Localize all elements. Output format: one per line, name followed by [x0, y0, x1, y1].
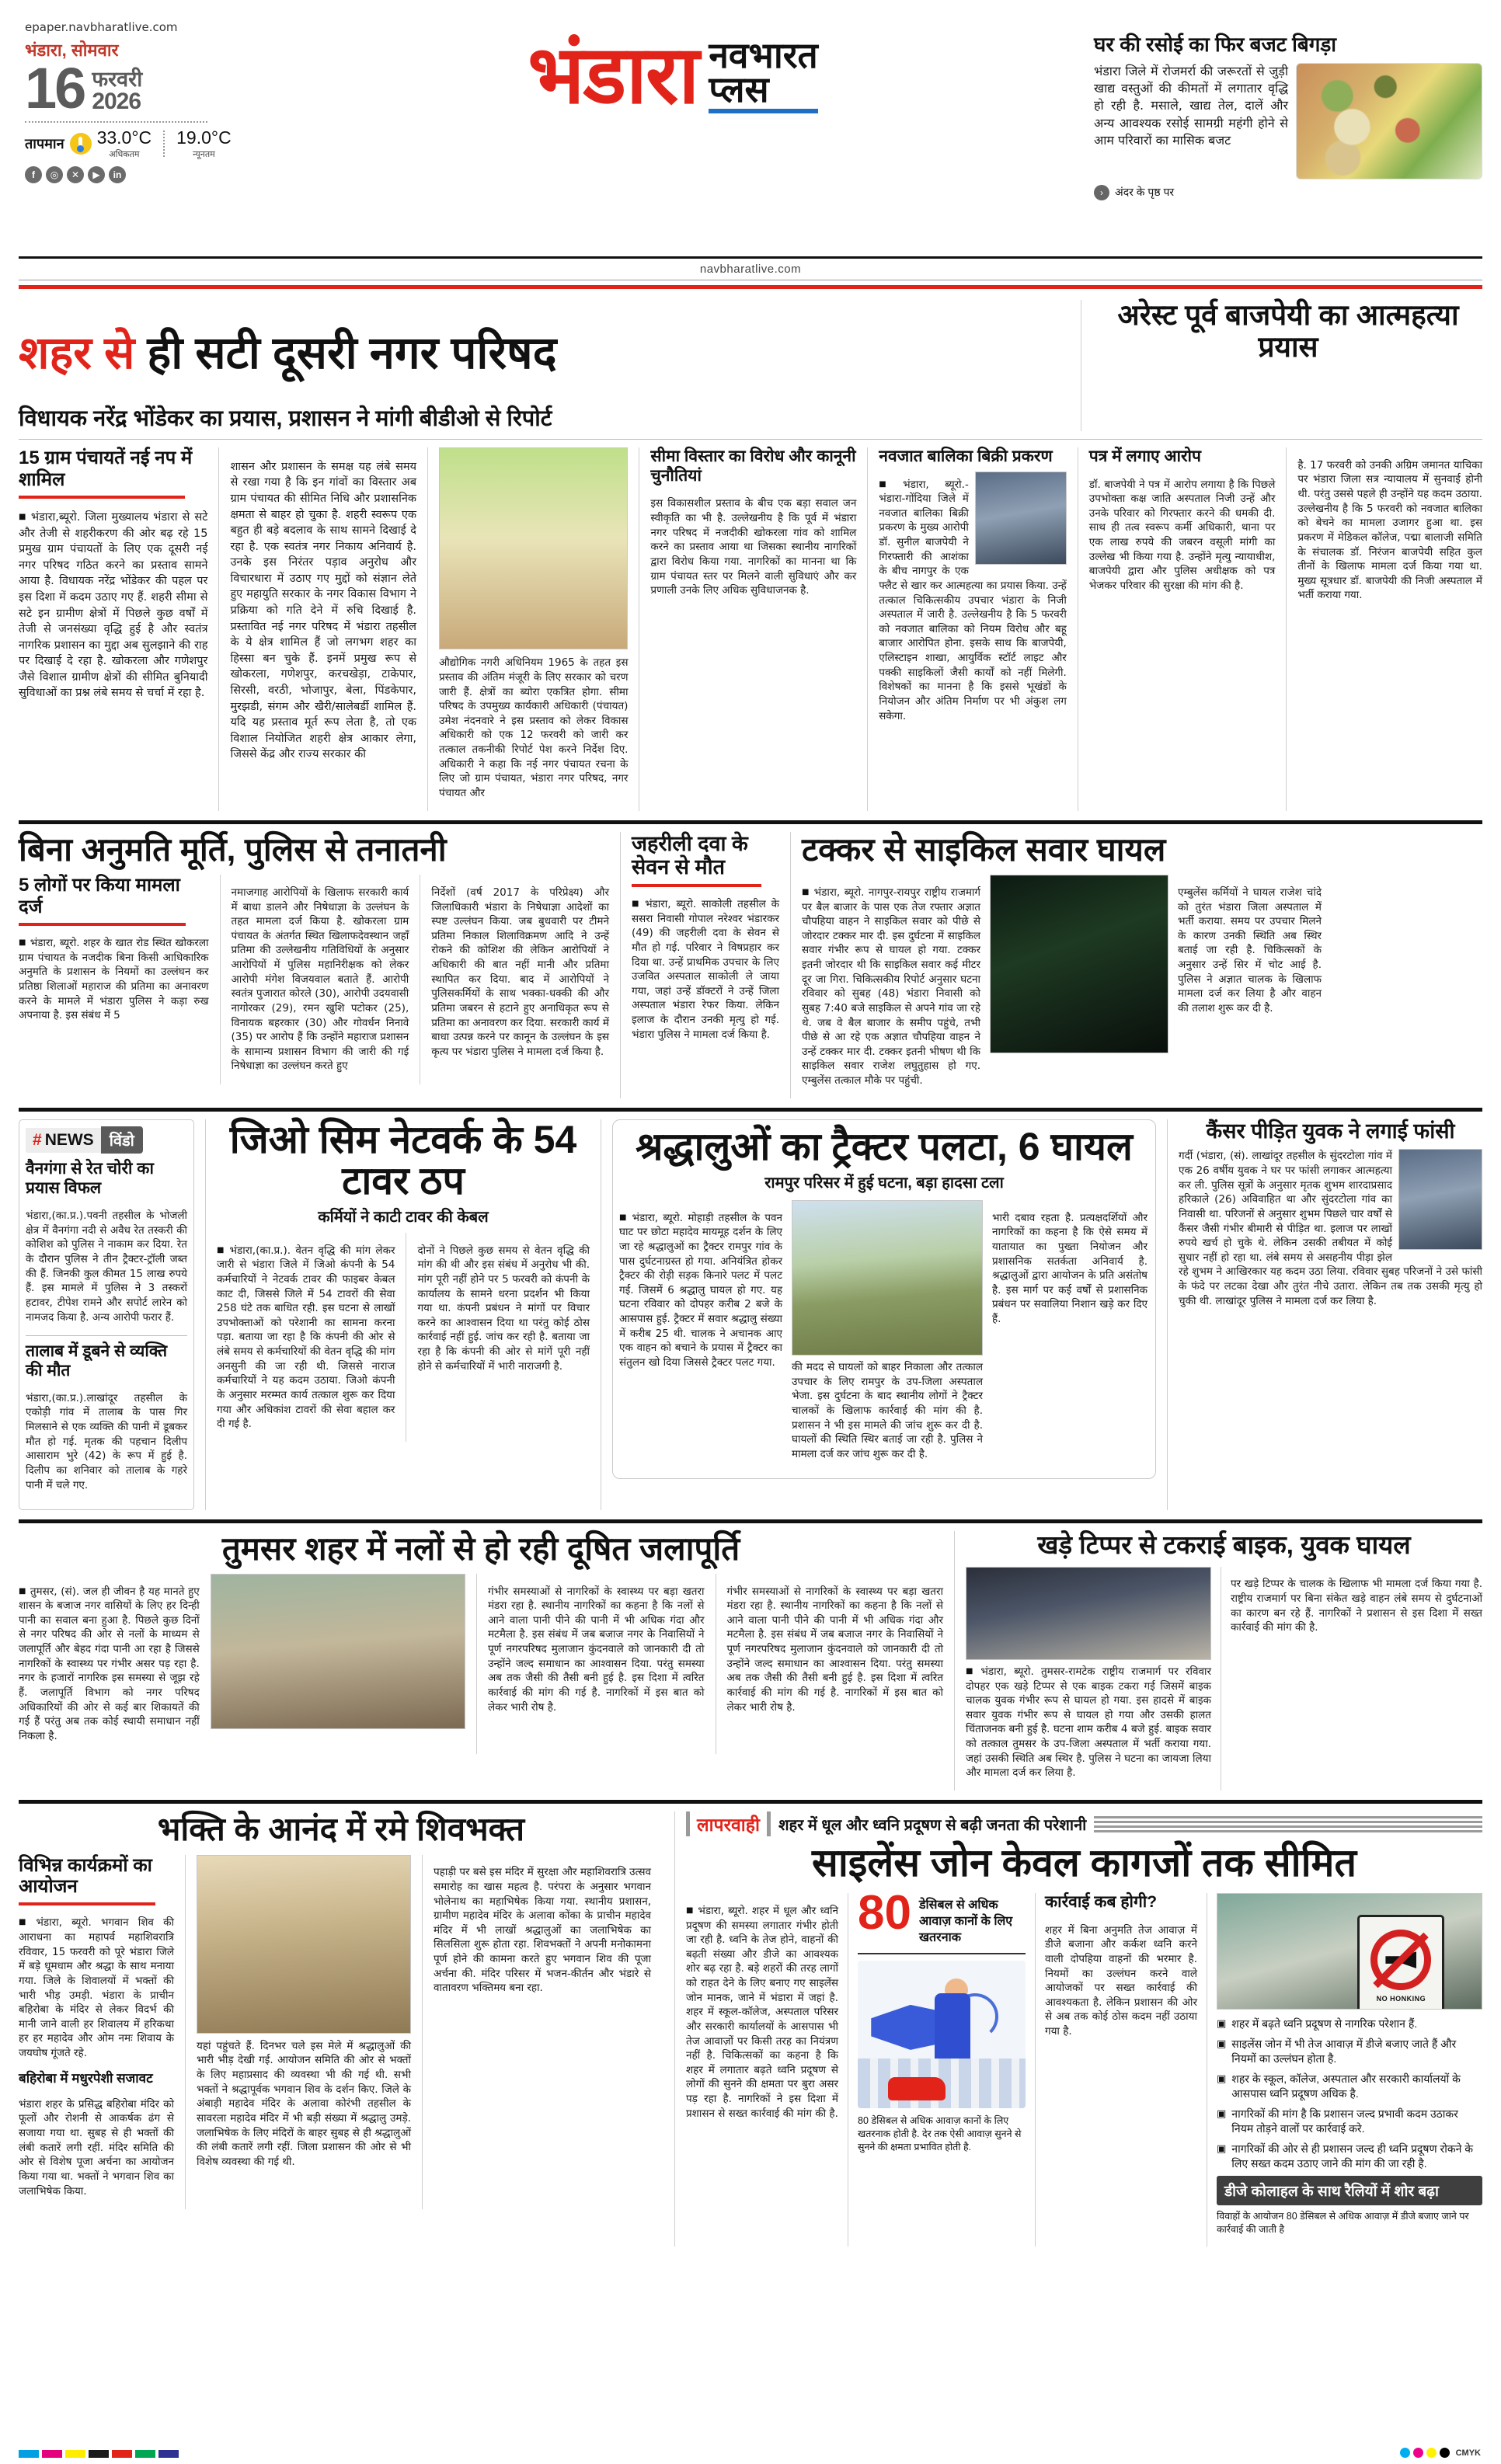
promo-link[interactable] — [1094, 185, 1482, 200]
tipper-columns — [966, 1567, 1482, 1791]
noise-pollution-illustration — [858, 1961, 1026, 2108]
statue-col-2 — [232, 875, 409, 1084]
dj-strip: डीजे कोलाहल के साथ रैलियों में शोर बढ़ा — [1217, 2176, 1482, 2205]
date-day: 16 — [25, 56, 85, 120]
statue-col-1 — [19, 875, 209, 1084]
column-divider — [954, 1531, 955, 1791]
cmyk-label: CMYK — [1455, 2448, 1481, 2458]
water-text-1: ■ तुमसर, (सं). जल ही जीवन है यह मानते हुए शासन के बजाज नगर वासियों के लिए हर दिन्ही पानी का सवाल बना हुआ है. पिछले कुछ दिनों से नगर परिषद की ओर से नलों के माध्यम से जलापूर्ति और बेहद गंदा पानी आ रहा है जिससे नागरिकों के स्वास्थ्य पर गंभीर असर पड़ रहा है. नगर के हजारों नागरिक इस समस्या से जूझ रहे हैं. जलापूर्ति विभाग को नगर परिषद अधिकारियों की ओर से कई बार शिकायतें की गई हैं परंतु अब तक कोई स्थायी समाधान नहीं निकला है. — [19, 1585, 200, 1744]
bhakti-text-1: ■ भंडारा, ब्यूरो. भगवान शिव की आराधना का महापर्व महाशिवरात्रि रविवार, 15 फरवरी को पूरे भंडारा जिले में बड़े धूमधाम और श्रद्धा के साथ मनाया गया. जिले के शिवालयों में भक्तों की भारी भीड़ उमड़ी. भंडारा के प्राचीन बहिरोबा के मंदिर से लेकर विदर्भ की मानी जाने वाली हर शिवालय में हरिकथा हर हर महादेव और ओम नमः शिवाय के जयघोष गूंजते रहे. — [19, 1916, 174, 2060]
strip-lines — [1094, 1816, 1482, 1832]
statue-kicker-rule — [19, 923, 186, 926]
section-divider — [19, 1800, 1482, 1804]
social-links[interactable] — [25, 166, 252, 183]
temperature-min-label: न्यूनतम — [193, 149, 215, 159]
column-divider — [422, 1855, 423, 2209]
statue-columns — [19, 875, 609, 1084]
statue-text-3: निर्देशों (वर्ष 2017 के परिप्रेक्ष्य) और जिलाधिकारी भंडारा के निषेधाज्ञा आदेशों का स्पष्ट उल्लंघन किया. जब बुधवारी पर टीमने प्रतिमा निकाल शिलाविक्रमण आदि ने उन्हें रोकने की कोशिश की लेकिन आरोपियों ने अधिकारी की बात नहीं मानी और प्रतिमा स्थापित कर दिया. बाद में आरोपियों ने पुलिसकर्मियों के साथ भक्का-धक्की की और प्रतिमा जबरन से हटाने हुए अनाधिकृत रूप से प्रतिमा का अनावरण कर दिया. सरकारी कार्य में बाधा उत्पन्न करने पर कानून के उल्लंघन के इस कृत्य पर भंडारा पुलिस ने मामला दर्ज किया है. — [431, 886, 609, 1058]
column-divider — [1035, 1893, 1036, 2246]
bhakti-col-2 — [197, 1855, 411, 2209]
silence-col-checks — [1217, 1893, 1482, 2246]
water-columns — [19, 1574, 943, 1754]
linkedin-icon[interactable]: in — [109, 166, 126, 183]
check-text: शहर के स्कूल, कॉलेज, अस्पताल और सरकारी कार्यालयों के आसपास ध्वनि प्रदूषण अधिक है. — [1231, 2072, 1461, 2100]
photo-bike-crash — [966, 1567, 1211, 1660]
masthead-left — [19, 20, 252, 183]
arrest-story-head — [1094, 300, 1482, 431]
eighty-text: डेसिबल से अधिक आवाज़ कानों के लिए खतरनाक — [918, 1898, 1013, 1945]
jio-text-2: दोनों ने पिछले कुछ समय से वेतन वृद्धि की मांग की थी और इस संबंध में अनुरोध भी की. मांग पूरी नहीं होने पर 5 फरवरी को कंपनी के कार्यालय के सामने धरना प्रदर्शन भी किया गया था. कंपनी प्रबंधन ने मांगों पर विचार करने का आश्वासन दिया था परंतु कोई ठोस कार्रवाई नहीं हुई. जांच कर रही है. बताया जा रहा है कि कंपनी की ओर से मांगें पूरी नहीं होने से कर्मचारियों में भारी नाराजगी है. — [417, 1244, 590, 1373]
column-divider — [620, 832, 621, 1098]
lead-section — [19, 300, 1482, 431]
bhakti-text-2: भंडारा शहर के प्रसिद्ध बहिरोबा मंदिर को फूलों और रोशनी से आकर्षक ढंग से सजाया गया था. सुबह से ही भक्तों की लंबी कतारें लगी रहीं. मंदिर समिति की ओर से विशेष पूजा अर्चना का आयोजन किया गया था. भक्तों ने भगवान शिव का जलाभिषेक किया. — [19, 2097, 174, 2198]
tractor-text-2: की मदद से घायलों को बाहर निकाला और तत्काल उपचार के लिए रामपुर के उप-जिला अस्पताल भेजा. इस दुर्घटना के बाद स्थानीय लोगों ने ट्रैक्टर चालकों के खिलाफ कार्रवाई की मांग की है. प्रशासन ने भी इस मामले की जांच शुरू कर दी है. घायलों की स्थिति स्थिर बताई जा रही है. पुलिस ने मामला दर्ज कर जांच शुरू कर दी है. — [792, 1361, 983, 1460]
hash-icon: # — [33, 1130, 42, 1149]
second-band — [19, 832, 1482, 1098]
col3-text: औद्योगिक नगरी अधिनियम 1965 के तहत इस प्रस्ताव की अंतिम मंजूरी के लिए सरकार को चरण जारी हैं. क्षेत्रों का ब्योरा एकत्रित होगा. सीमा परिषद के उपमुख्य कार्यकारी अधिकारी (पंचायत) उमेश नंदनवारे ने इस प्रस्ताव को लेकर विकास अधिकारी को एक 12 फरवरी को जारी कर तत्काल तकनीकी रिपोर्ट पेश करने निर्देश दिए. अधिकारी ने कहा कि नई नगर पंचायत रचना के लिए जो ग्राम पंचायत, भंडारा नगर परिषद, नगर पंचायत और — [438, 656, 629, 799]
no-honking-sign-icon — [1357, 1915, 1444, 2010]
bhakti-kicker-rule — [19, 1902, 155, 1905]
bhakti-text-3: यहां पहुंचते हैं. दिनभर चले इस मेले में श्रद्धालुओं की भारी भीड़ देखी गई. आयोजन समिति की ओर से भक्तों के लिए महाप्रसाद की व्यवस्था भी की गई थी. सभी भक्तों ने श्रद्धापूर्वक भगवान शिव के दर्शन किए. जिले के अंबाड़ी महादेव मंदिर के अलावा कोरंभी तहसील के सावरला महादेव मंदिर में भी बड़ी संख्या में श्रद्धालु उमड़े. जलाभिषेक के लिए मंदिरों के बाहर सुबह से ही श्रद्धालुओं की लंबी कतारें लगी रहीं. जिला प्रशासन की ओर से भी विशेष व्यवस्था की गई थी. — [197, 2039, 411, 2168]
cycle-text-2: एम्बुलेंस कर्मियों ने घायल राजेश चांदे को तुरंत भंडारा जिला अस्पताल में भर्ती कराया. समय पर उपचार मिलने के कारण उनकी स्थिति अब स्थिर बताई जा रही है. चिकित्सकों के अनुसार उन्हें सिर में चोट आई है. पुलिस ने अज्ञात चालक के खिलाफ मामला दर्ज कर लिया है और वाहन की तलाश शुरू कर दी है. — [1178, 886, 1322, 1014]
silence-story — [686, 1811, 1482, 2246]
megaphone-icon — [871, 2005, 942, 2050]
jio-headline[interactable]: जिओ सिम नेटवर्क के 54 टावर ठप — [229, 1118, 577, 1203]
statue-kicker: 5 लोगों पर किया मामला दर्ज — [19, 875, 180, 918]
section-divider — [19, 1108, 1482, 1112]
col1-text: ■ भंडारा,ब्यूरो. जिला मुख्यालय भंडारा से सटे और तेजी से शहरीकरण की ओर बढ़ रहे 15 प्रमुख ग्राम पंचायतों के लिए एक दूसरी नई नगर परिषद गठित करने का प्रस्ताव सामने आया है. विधायक नरेंद्र भोंडेकर की पहल पर इस दिशा में कदम उठाए गए हैं. शहरी सीमा से सटे इन ग्रामीण क्षेत्रों में पिछले कुछ वर्षों में तेजी से जनसंख्या वृद्धि हुई है और स्वतंत्र नागरिक प्रशासन का मुद्दा अब सुलझाने की राह पर दिखाई दे रहा है. खोकरला और गणेशपुर जैसे विशाल ग्रामीण क्षेत्रों की सीमित बुनियादी सुविधाओं का प्रश्न लंबे समय से चर्चा में रहा है. — [19, 510, 207, 701]
eighty-caption: 80 डेसिबल से अधिक आवाज़ कानों के लिए खतरनाक होती है. देर तक ऐसी आवाज़ सुनने से सुनने की क्षमता प्रभावित होती है. — [858, 2114, 1022, 2153]
bhakti-columns — [19, 1855, 663, 2209]
cycle-col-1 — [802, 875, 980, 1098]
photo-water-tap — [211, 1574, 465, 1729]
tractor-col-3 — [992, 1200, 1148, 1472]
lead-subhead: विधायक नरेंद्र भोंडेकर का प्रयास, प्रशासन ने मांगी बीडीओ से रिपोर्ट — [19, 405, 552, 431]
tipper-headline[interactable]: खड़े टिप्पर से टकराई बाइक, युवक घायल — [1037, 1530, 1411, 1559]
tractor-text-3: भारी दबाव रहता है. प्रत्यक्षदर्शियों और नागरिकों का कहना है कि ऐसे समय में यातायात का पुख्ता नियोजन और प्रशासनिक सतर्कता अनिवार्य है. श्रद्धालुओं द्वारा आयोजन के प्रति असंतोष है. इस मार्ग पर कई वर्षों से प्रशासनिक प्रबंधन पर सवालिया निशान खड़े कर दिए हैं. — [992, 1211, 1148, 1326]
news-badge[interactable] — [26, 1126, 143, 1154]
logo-subtitle-line2: प्लस — [709, 68, 769, 110]
cancer-headline[interactable]: कैंसर पीड़ित युवक ने लगाई फांसी — [1206, 1119, 1455, 1143]
temperature-divider — [163, 131, 165, 157]
cycle-story — [802, 832, 1482, 1098]
logo-title: भंडारा — [528, 30, 698, 121]
lead-headline[interactable] — [19, 327, 1068, 378]
bhakti-col-1 — [19, 1855, 174, 2209]
arrest-col1-text: ■ भंडारा, ब्यूरो.-भंडारा-गोंदिया जिले में नवजात बालिका बिक्री प्रकरण के मुख्य आरोपी डॉ. सुनील बाजपेयी ने गिरफ्तारी की आशंका के बीच नागपुर के एक फ्लैट से खार कर आत्महत्या का प्रयास किया. उन्हें तत्काल चिकित्सकीय उपचार भंडारा के निजी अस्पताल में जारी है. उल्लेखनीय है कि 5 फरवरी को नवजात बालिका को नियम विरोध और बहू बाजार आरोपित होना. इसके साथ कि बाजपेयी, एलिस्टाइन शाखा, आयुर्विक स्टॉर्ट लाइट और पक्की साइकिलों जैसी कार्यों को नहीं मिलेगी. विशेषकों का मानना है कि इससे भूखंडों के नियोजन और अंतिम निर्माण पर भी अंकुश लग सकेगा. — [879, 478, 1067, 724]
column-divider — [220, 875, 221, 1084]
eighty-number: 80 — [858, 1886, 911, 1940]
facebook-icon[interactable]: f — [25, 166, 42, 183]
divider-dotted — [25, 121, 207, 123]
check-icon: ▣ — [1217, 2072, 1227, 2085]
date-block — [25, 56, 252, 120]
cancer-story — [1179, 1119, 1482, 1509]
temperature-max-label: अधिकतम — [109, 149, 140, 159]
check-text: नागरिकों की मांग है कि प्रशासन जल्द प्रभावी कदम उठाकर नियम तोड़ने वालों पर कार्रवाई करे. — [1231, 2107, 1458, 2135]
tipper-text-1: ■ भंडारा, ब्यूरो. तुमसर-रामटेक राष्ट्रीय राजमार्ग पर रविवार दोपहर एक खड़े टिप्पर से एक बाइक टकरा गई जिसमें बाइक चालक युवक गंभीर रूप से घायल हो गया. इस हादसे में बाइक सवार युवक गंभीर रूप से घायल हो गया और उसकी हालत चिंताजनक बनी हुई है. घटना शाम करीब 4 बजे हुई. बाइक सवार को तत्काल तुमसर के उप-जिला अस्पताल में भर्ती कराया गया. जहां उसकी स्थिति अब स्थिर है. पुलिस ने घटना का जायजा लिया और मामला दर्ज कर लिया है. — [966, 1665, 1211, 1780]
bhakti-headline[interactable]: भक्ति के आनंद में रमे शिवभक्त — [157, 1811, 525, 1848]
logo-subtitle-line1: नवभारत — [709, 35, 818, 75]
bhakti-kicker: विभिन्न कार्यक्रमों का आयोजन — [19, 1854, 152, 1898]
tractor-dek: रामपुर परिसर में हुई घटना, बड़ा हादसा टला — [764, 1175, 1004, 1192]
person-body-icon — [935, 1993, 970, 2068]
promo-body — [1094, 63, 1482, 179]
column-1 — [19, 447, 207, 811]
prohibition-circle-icon — [1370, 1930, 1431, 1990]
column-3 — [439, 447, 628, 811]
tractor-photo-wrap — [792, 1200, 983, 1472]
column-divider — [476, 1574, 477, 1754]
column-6 — [1089, 447, 1276, 811]
registration-color-bars — [19, 2450, 179, 2458]
poison-rule — [632, 884, 761, 887]
site-url-bar[interactable]: navbharatlive.com — [19, 256, 1482, 280]
tipper-story — [966, 1531, 1482, 1791]
promo-headline[interactable]: घर की रसोई का फिर बजट बिगड़ा — [1094, 33, 1336, 56]
statue-headline[interactable]: बिना अनुमति मूर्ति, पुलिस से तनातनी — [19, 831, 447, 868]
temperature-max — [97, 127, 152, 160]
water-story — [19, 1531, 943, 1791]
logo-subtitle — [709, 35, 818, 113]
top-columns — [19, 447, 1482, 811]
tipper-col-2 — [1231, 1567, 1482, 1791]
list-item — [1217, 2017, 1482, 2031]
divider — [26, 1335, 187, 1336]
logo-row — [528, 30, 818, 121]
water-text-2: गंभीर समस्याओं से नागरिकों के स्वास्थ्य पर बड़ा खतरा मंडरा रहा है. स्थानीय नागरिकों का कहना है कि नलों से आने वाला पानी पीने की पानी में भी अधिक गंदा और मटमैला है. इस संबंध में जब बजाज नगर के निवासियों ने पूर्ण नगरपरिषद मुलाजान कुंदनवाले को जानकारी दी तो उन्होंने जल्द समाधान का आश्वासन दिया. परंतु समस्या अब तक जैसी की तैसी बनी हुई है. इस दिशा में त्वरित कार्रवाई की मांग की गई है. नागरिकों में इस बात को लेकर भारी रोष है. — [487, 1585, 705, 1714]
column-divider — [427, 447, 428, 811]
promo-image-spices — [1296, 63, 1482, 179]
tipper-text-2: पर खड़े टिप्पर के चालक के खिलाफ भी मामला दर्ज किया गया है. राष्ट्रीय राजमार्ग पर बिना संकेत खड़े वाहन लंबे समय से दुर्घटनाओं का कारण बन रहे हैं. नागरिकों ने प्रशासन से इस दिशा में सख्त कार्रवाई की मांग की है. — [1231, 1578, 1482, 1634]
red-divider — [19, 285, 1482, 289]
laparwahi-text: शहर में धूल और ध्वनि प्रदूषण से बढ़ी जनता की परेशानी — [778, 1816, 1087, 1834]
eighty-block — [858, 1886, 1026, 1946]
cycle-col-2 — [1178, 875, 1322, 1098]
bhakti-col-3 — [434, 1855, 651, 2209]
silence-headline[interactable]: साइलेंस जोन केवल कागजों तक सीमित — [812, 1841, 1356, 1885]
arrest-col1-title: नवजात बालिका बिक्री प्रकरण — [879, 447, 1053, 466]
news-badge-label: NEWS — [44, 1130, 94, 1149]
horn-icon — [1385, 1951, 1416, 1968]
masthead-logo — [252, 20, 1094, 121]
news-window-column — [19, 1119, 194, 1509]
tractor-col-1 — [619, 1200, 782, 1472]
arrow-right-icon: › — [1094, 185, 1109, 200]
tractor-columns — [619, 1200, 1149, 1472]
column-divider — [790, 832, 791, 1098]
water-headline[interactable]: तुमसर शहर में नलों से हो रही दूषित जलापूर्ति — [221, 1530, 740, 1567]
column-divider — [1286, 447, 1287, 811]
arrest-col2-title: पत्र में लगाए आरोप — [1088, 447, 1201, 466]
cancer-text: गर्दी (भंडारा, (सं). लाखांदूर तहसील के सुंदरटोला गांव में एक 26 वर्षीय युवक ने घर पर फांसी लगाकर आत्महत्या कर ली. पुलिस सूत्रों के अनुसार मृतक शुभम शारदाप्रसाद हरिकाले (26) अविवाहित था और सुंदरटोला गांव का निवासी था. परिजनों से अनुसार शुभम पिछले चार वर्षों से कैंसर जैसी गंभीर बीमारी से पीड़ित था. इलाज पर लाखों रुपये खर्च हो चुके थे. लेकिन उसकी तबीयत में कोई सुधार नहीं हो रहा था. लंबे समय से असहनीय पीड़ा झेल रहे शुभम ने आखिरकार यह कदम उठा लिया. रविवार सुबह परिजनों ने उसे फांसी के फंदे पर लटका देखा और तुरंत नीचे उतारा. लेकिन तब तक उसकी मृत्यु हो चुकी थी. लाखांदूर पुलिस ने मामला दर्ज कर लिया है. — [1179, 1150, 1482, 1307]
thermometer-icon — [70, 133, 92, 155]
lead-main — [19, 300, 1068, 431]
news-badge-right: विंडो — [101, 1126, 143, 1154]
car-icon — [888, 2077, 946, 2100]
section-divider — [19, 1519, 1482, 1523]
silence-columns — [686, 1886, 1482, 2246]
column-7 — [1297, 447, 1482, 811]
x-twitter-icon[interactable]: ✕ — [67, 166, 84, 183]
check-text: नागरिकों की ओर से ही प्रशासन जल्द ही ध्वनि प्रदूषण रोकने के लिए सख्त कदम उठाए जाने की मांग की जा रही है. — [1231, 2142, 1473, 2170]
arrest-col2-text: डॉ. बाजपेयी ने पत्र में आरोप लगाया है कि पिछले उपभोक्ता कक्ष जाति अस्पताल निजी उन्हें और उनके परिवार को गिरफ्तार करने की धमकी दी. साथ ही तत्व स्वरूप कर्मी अधिकारी, थाना पर एक लाख रुपये की जबरन वसूली मांगी का उल्लेख भी किया गया है. उन्होंने मृत्यु न्यायाधीश, बाजपेयी द्वारा और पुलिस अधीक्षक को पत्र भेजकर परिवार की सुरक्षा की मांग की है. — [1088, 478, 1276, 592]
silence-col-80 — [858, 1886, 1026, 2246]
date-year: 2026 — [92, 88, 141, 114]
arrest-col3-text: है. 17 फरवरी को उनकी अग्रिम जमानत याचिका पर भंडारा जिला सत्र न्यायालय में सुनवाई होनी थी. परंतु उससे पहले ही उन्होंने यह कदम उठाया. उल्लेखनीय है कि 5 फरवरी को नवजात बालिका को बेचने का मामला उजागर हुआ था. इस प्रकरण में मेडिकल कॉलेज, पद्मा बालाजी समिति के संचालक डॉ. निरंजन बाजपेयी सहित कुल तीनों के खिलाफ मामला दर्ज किया गया था. मुख्य सूत्रधार डॉ. बाजपेयी की निजी अस्पताल में भर्ती कराया गया. — [1297, 458, 1482, 602]
temperature-min — [176, 127, 232, 160]
tractor-text-1: ■ भंडारा, ब्यूरो. मोहाड़ी तहसील के पवन घाट पर छोटा महादेव मायमूह दर्शन के लिए जा रहे श्रद्धालुओं का ट्रैक्टर रामपुर गांव के पास दुर्घटनाग्रस्त हो गया. अनियंत्रित होकर ट्रैक्टर की रोड़ी सड़क किनारे पलट में पलट गई. जिसमें 6 श्रद्धालु घायल हो गए. यह घटना रविवार को दोपहर करीब 2 बजे के आसपास हुई. ट्रैक्टर में सवार श्रद्धालु संख्या में करीब 25 थी. चालक ने अचानक आए एक वाहन को बचाने के प्रयास में ट्रैक्टर का संतुलन खो दिया जिससे ट्रैक्टर पलट गया. — [619, 1211, 782, 1370]
youtube-icon[interactable]: ▶ — [88, 166, 105, 183]
photo-overturned-tractor — [792, 1200, 983, 1356]
temperature-min-value: 19.0°C — [176, 127, 232, 148]
water-col-3 — [727, 1574, 944, 1754]
cycle-text-1: ■ भंडारा, ब्यूरो. नागपुर-रायपुर राष्ट्रीय राजमार्ग पर बैल बाजार के पास एक तेज रफ्तार अज्ञात चौपहिया वाहन ने साइकिल सवार को पीछे से जोरदार टक्कर मार दी. इस दुर्घटना में साइकिल सवार गंभीर रूप से घायल हो गया. टक्कर इतनी जोरदार थी कि साइकिल सवार कई मीटर दूर जा गिरा. चिकित्सकीय रिपोर्ट अनुसार घटना रविवार को सुबह (48) भंडारा निवासी को सुबह 7:40 बजे साइकिल से अपने गांव जा रहे थे. जब वे बैल बाजार के समीप पहुंचे, तभी पीछे से आ रहे एक अज्ञात चौपहिया वाहन ने उन्हें टक्कर मार दी. टक्कर इतनी भीषण थी कि साइकिल सवार राजेश लघुतुहास हो गए. एम्बुलेंस तत्काल मौके पर पहुंची. — [802, 886, 980, 1088]
column-2 — [230, 447, 416, 811]
edition-place-day: भंडारा, सोमवार — [25, 40, 119, 60]
list-item — [1217, 2072, 1482, 2101]
column-divider — [1167, 1119, 1168, 1509]
check-icon: ▣ — [1217, 2017, 1227, 2030]
jio-columns — [217, 1233, 590, 1442]
masthead-promo[interactable] — [1094, 20, 1482, 200]
column-4 — [650, 447, 856, 811]
masthead — [19, 0, 1482, 256]
silence-text: ■ भंडारा, ब्यूरो. शहर में धूल और ध्वनि प्रदूषण की समस्या लगातार गंभीर होती जा रही है. ध्वनि के तेज होने, वाहनों की बढ़ती संख्या और डीजे का आवश्यक शोर बढ़ रहा है. बड़े शहरों की तरह लागों को राहत देने के लिए बनाए गए साइलेंस जोन मानक, जाने में भंडारा में जहां है. शहर में स्कूल-कॉलेज, अस्पताल परिसर और सरकारी कार्यालयों के आसपास भी तेज आवाज़ों पर किसी तरह का नियंत्रण नहीं है. चिकित्सकों का कहना है कि शहर में लगातार बढ़ते ध्वनि प्रदूषण से लोगों की सुनने की क्षमता पर बुरा असर पड़ रहा है. नागरिकों ने इस दिशा में प्रशासन से सख्त कार्रवाई की मांग की है. — [686, 1904, 838, 2121]
poison-text: ■ भंडारा, ब्यूरो. साकोली तहसील के ससरा निवासी गोपाल नरेश्वर भंडारकर (49) की जहरीली दवा के सेवन से मौत हो गई. परिवार ने विषप्रहार कर दिया था. उन्हें प्राथमिक उपचार के लिए उजवित अस्पताल साकोली ले जाया गया, जहां उन्हें डॉक्टरों ने उन्हें जिला अस्पताल भंडारा रेफर किया. लेकिन इलाज के दौरान उनकी मृत्यु हो गई. भंडारा पुलिस ने मामला दर्ज किया है. — [632, 897, 779, 1042]
tipper-col-1 — [966, 1567, 1211, 1791]
photo-accident-night — [990, 875, 1168, 1053]
instagram-icon[interactable]: ◎ — [46, 166, 63, 183]
col2-text: शासन और प्रशासन के समक्ष यह लंबे समय से रखा गया है कि इन गांवों का विस्तार अब ग्राम पंचायत की सीमित निधि और प्रशासनिक क्षमता से बाहर हो चुका है. शहरी स्वरूप एक बहुत ही बड़े बदलाव के साथ सामने दिखाई दे रहा है. एक स्वतंत्र नगर निकाय अनिवार्य है. उनके इस निरंतर पड़ाव अनुरोध और विचारधारा में उठाए गए मुद्दों को संज्ञान लेते हुए महायुति सरकार के नगर विकास विभाग ने प्रक्रिया को गति देने में रुचि दिखाई है. प्रस्तावित नई नगर परिषद में भंडारा तहसील के ये क्षेत्र शामिल हैं जो लगभग शहर का हिस्सा बन चुके हैं. इनमें प्रमुख रूप से खोकरला, गणेशपुर, करचखेड़ा, टाकेपार, सिरसी, वरठी, भोजापुर, बेला, पिंडकेपार, मुरझडी, संगम और खैरी/सालेबर्डी शामिल हैं. यदि यह प्रस्ताव मूर्त रूप लेता है, तो एक विशाल नियोजित शहरी क्षेत्र आकार लेगा, जिससे केंद्र और राज्य सरकार की — [230, 460, 417, 761]
cmyk-marks — [1400, 2448, 1481, 2458]
water-text-2b: गंभीर समस्याओं से नागरिकों के स्वास्थ्य पर बड़ा खतरा मंडरा रहा है. स्थानीय नागरिकों का कहना है कि नलों से आने वाला पानी पीने की पानी में भी अधिक गंदा और मटमैला है. इस संबंध में जब बजाज नगर के निवासियों ने पूर्ण नगरपरिषद मुलाजान कुंदनवाले को जानकारी दी तो उन्होंने जल्द समाधान का आश्वासन दिया. परंतु समस्या अब तक जैसी की तैसी बनी हुई है. इस दिशा में त्वरित कार्रवाई की मांग की गई है. नागरिकों में इस बात को लेकर भारी रोष है. — [726, 1585, 944, 1714]
third-band — [19, 1119, 1482, 1509]
water-photo-wrap — [211, 1574, 465, 1754]
sand-title[interactable]: वैनगंगा से रेत चोरी का प्रयास विफल — [26, 1160, 154, 1197]
check-icon: ▣ — [1217, 2142, 1227, 2154]
news-badge-left — [26, 1128, 101, 1153]
silence-col-1 — [686, 1893, 838, 2246]
col1-kicker: 15 ग्राम पंचायतें नई नप में शामिल — [19, 447, 193, 490]
bhakti-story — [19, 1811, 663, 2246]
temperature-max-value: 33.0°C — [96, 127, 152, 148]
logo-underline — [709, 109, 817, 113]
legal-text: इस विकासशील प्रस्ताव के बीच एक बड़ा सवाल जन स्वीकृति का भी है. उल्लेखनीय है कि पूर्व में भंडारा नगर परिषद में नजदीकी खोकरला गांव को शामिल करने का प्रस्ताव आया था जिसका स्थानीय नागरिकों द्वारा विरोध किया गया. नागरिकों का मानना था कि ग्राम पंचायत स्तर पर मिलने वाली सुविधाएं और कर प्रणाली उनके लिए अधिक सुविधाजनक है. — [650, 497, 857, 597]
laparwahi-tag: लापरवाही — [686, 1811, 771, 1836]
cycle-columns — [802, 875, 1482, 1098]
tractor-story — [612, 1119, 1156, 1509]
statue-text-2: नमाजगाह आरोपियों के खिलाफ सरकारी कार्य में बाधा डालने और निषेधाज्ञा के उल्लंघन के तहत मामला दर्ज किया है. खोकरला ग्राम पंचायत के अंतर्गत स्थित खिलाफदेवस्थान जहाँ प्रतिमा की उल्लेखनीय गतिविधियों के अनुसार आरोपियों में पुलिस महानिरीक्षक को लेकर आरोपी मंगेश विजयवाल बताते हैं. आरोपी स्वतंत्र पुजारात कोरले (30), आरोपी उदयवासी नागोरकर (29), रमन खुशि पटोकर (25), विनायक बहरकार (30) और गोवर्धन निनावे (35) पर आरोप हैं कि उन्होंने महाराज प्रशासन के सामान्य प्रशासन विभाग की जारी की गई निषेधाज्ञा का उल्लंघन करते हुए — [231, 886, 409, 1073]
pond-text: भंडारा,(का.प्र.).लाखांदूर तहसील के एकोड़ी गांव में तालाब के पास गिर मिलसाने से एक व्यक्ति की पानी में डूबकर मौत हो गई. मृतक की पहचान दिलीप आसाराम भुरे (42) के रूप में हुई है. दिलीप का शनिवार को तालाब के गहरे पानी में चले गए. — [26, 1391, 187, 1491]
photo-temple-gathering — [197, 1855, 411, 2034]
promo-link-label[interactable]: अंदर के पृष्ठ पर — [1115, 186, 1175, 199]
divider — [858, 1953, 1026, 1954]
check-text: शहर में बढ़ते ध्वनि प्रदूषण से नागरिक परेशान हैं. — [1231, 2017, 1418, 2031]
bottom-band — [19, 1811, 1482, 2246]
check-icon: ▣ — [1217, 2038, 1227, 2050]
jio-col-2 — [417, 1233, 590, 1442]
silence-checklist — [1217, 2017, 1482, 2170]
lead-headline-red: शहर से — [19, 327, 135, 378]
arrest-headline[interactable]: अरेस्ट पूर्व बाजपेयी का आत्महत्या प्रयास — [1117, 299, 1459, 363]
check-text: साइलेंस जोन में भी तेज आवाज़ में डीजे बजाए जाते हैं और नियमों का उल्लंघन होता है. — [1231, 2038, 1457, 2066]
poison-story — [632, 832, 779, 1098]
legal-subhead: सीमा विस्तार का विरोध और कानूनी चुनौतियां — [650, 447, 856, 485]
divider — [19, 439, 1482, 440]
tractor-box — [612, 1119, 1156, 1479]
jio-dek: कर्मियों ने काटी टावर की केबल — [318, 1209, 489, 1227]
column-divider — [674, 1811, 675, 2246]
cycle-headline[interactable]: टक्कर से साइकिल सवार घायल — [802, 831, 1166, 868]
no-honking-label: NO HONKING — [1376, 1995, 1426, 2003]
column-divider — [218, 447, 219, 811]
list-item — [1217, 2037, 1482, 2066]
action-text: शहर में बिना अनुमति तेज आवाज़ में डीजे बजाना और कर्कश ध्वनि करने वाली दोपहिया वाहनों की भरमार है. नियमों का उल्लंघन करने वाले आयोजकों पर सख्त कार्रवाई की आवश्यकता है. लेकिन प्रशासन की ओर से अब तक कोई ठोस कदम नहीं उठाया गया है. — [1045, 1923, 1197, 2038]
column-divider — [185, 1855, 186, 2209]
cartoon-illustration — [439, 447, 628, 649]
water-col-1 — [19, 1574, 200, 1754]
news-window-box — [19, 1119, 194, 1509]
pond-title[interactable]: तालाब में डूबने से व्यक्ति की मौत — [26, 1342, 168, 1380]
jio-text-1: ■ भंडारा,(का.प्र.). वेतन वृद्धि की मांग लेकर जारी से भंडारा जिले में जिओ कंपनी के 54 कर्मचारियों ने नेटवर्क टावर की फाइबर केबल काट दी, जिससे जिले में 54 टावरों की सेवा 258 घंटे तक बाधित रही. इस घटना से लाखों उपभोक्ताओं को परेशानी का सामना करना पड़ा. बताया जा रहा है कि कंपनी की ओर से लंबे समय से कर्मचारियों की वेतन वृद्धि की मांग अनसुनी की जा रही थी. जिससे नाराज कर्मचारियों ने यह कदम उठाया. जिओ कंपनी के अनुसार मरम्मत कार्य तत्काल शुरू कर दिया गया और अधिकांश टावरों की सेवा बहाल कर दी गई है. — [217, 1244, 395, 1432]
photo-victim-portrait — [1398, 1149, 1482, 1250]
tractor-headline[interactable]: श्रद्धालुओं का ट्रैक्टर पलटा, 6 घायल — [636, 1125, 1133, 1169]
water-band — [19, 1531, 1482, 1791]
cycle-photo-wrap — [990, 875, 1168, 1098]
jio-col-1 — [217, 1233, 395, 1442]
list-item — [1217, 2142, 1482, 2171]
promo-text: भंडारा जिले में रोजमर्रा की जरूरतों से जुड़ी खाद्य वस्तुओं की कीमतों में लगातार वृद्धि हो रही है. मसाले, खाद्य तेल, दालें और अन्य आवश्यक रसोई सामग्री महंगी होने से आम परिवारों का मासिक बजट — [1094, 63, 1288, 148]
photo-no-honking — [1217, 1893, 1482, 2010]
dj-strip-text: विवाहों के आयोजन 80 डेसिबल से अधिक आवाज़ में डीजे बजाए जाने पर कार्रवाई की जाती है — [1217, 2211, 1469, 2236]
column-divider — [867, 447, 868, 811]
photo-accused-portrait — [975, 472, 1067, 565]
silence-col-action — [1045, 1893, 1197, 2246]
statue-story — [19, 832, 609, 1098]
statue-text-1: ■ भंडारा, ब्यूरो. शहर के खात रोड स्थित खोकरला ग्राम पंचायत के नजदीक बिना किसी आधिकारिक अनुमति के प्रशासन के नियमों का उल्लंघन कर प्रतिष्ठा शिलाओं महाराज की प्रतिमा का अनावरण करने के मामले में भंडारा पुलिस ने कड़ा रुख अपनाया है. इस संबंध में 5 — [19, 936, 209, 1023]
jio-story — [217, 1119, 590, 1509]
check-icon: ▣ — [1217, 2107, 1227, 2119]
action-title: कार्रवाई कब होगी? — [1045, 1893, 1158, 1912]
list-item — [1217, 2107, 1482, 2136]
column-divider — [205, 1119, 206, 1509]
temperature-block — [25, 127, 252, 160]
sand-text: भंडारा,(का.प्र.).पवनी तहसील के भोजली क्षेत्र में वैनगंगा नदी से अवैध रेत तस्करी की कोशिश को पुलिस ने नाकाम कर दिया. रेत के दौरान पुलिस ने तीन ट्रैक्टर-ट्रॉली जब्त की हैं. जिनकी कुल कीमत 15 लाख रुपये हैं. इस मामले में पुलिस ने 3 तस्करों हटावर, टीपेश रामने और सपोर्ट लारेन को नामजद किया है. अन्य आरोपी फरार हैं. — [26, 1209, 187, 1324]
poison-headline[interactable]: जहरीली दवा के सेवन से मौत — [632, 832, 748, 879]
bhakti-sub-1: बहिरोबा में मधुरपेशी सजावट — [19, 2071, 153, 2086]
column-5 — [879, 447, 1067, 811]
col1-kicker-rule — [19, 496, 185, 499]
statue-col-3 — [431, 875, 609, 1084]
temperature-label: तापमान — [25, 135, 64, 151]
epaper-url[interactable]: epaper.navbharatlive.com — [25, 20, 178, 34]
section-divider — [19, 820, 1482, 824]
lead-headline-rest: ही सटी दूसरी नगर परिषद — [147, 327, 557, 378]
laparwahi-strip — [686, 1811, 1482, 1836]
date-month: फरवरी — [92, 67, 143, 91]
bhakti-text-4: पहाड़ी पर बसे इस मंदिर में सुरक्षा और महाशिवरात्रि उत्सव समारोह का खास महत्व है. परंपरा के अनुसार भगवान भोलेनाथ का महाभिषेक किया गया. स्थानीय प्रशासन, ग्रामीण महादेव मंदिर के अलावा कोंका के प्राचीन महादेव मंदिर में भी लाखों श्रद्धालुओं का जलाभिषेक का सिलसिला शुरू होता रहा. शिवभक्तों ने अपनी मनोकामना पूर्ण होने की कामना करते हुए भगवान शिव की पूजा अर्चना की. मंदिर परिसर में भजन-कीर्तन और भंडारे से वातावरण भक्तिमय बना रहा. — [434, 1866, 651, 1995]
water-col-2 — [488, 1574, 705, 1754]
